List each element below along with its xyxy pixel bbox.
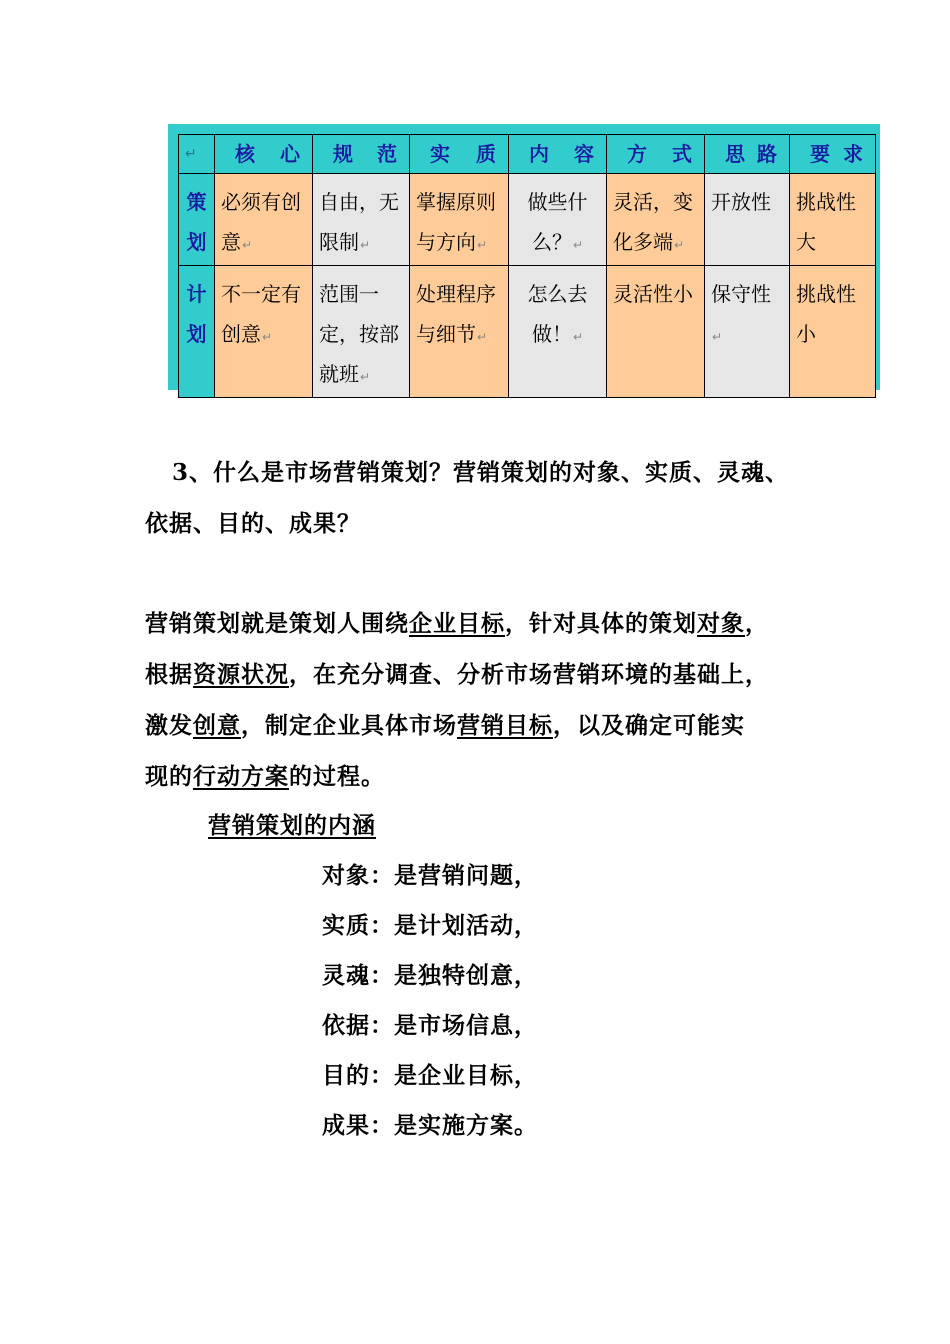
- header-method: 方 式: [607, 135, 705, 174]
- table-row-plan: [179, 266, 876, 398]
- table-cell: 必须有创意↵: [215, 174, 313, 266]
- table-cell: 灵活性小: [607, 266, 705, 398]
- underlined-term: 创意: [193, 712, 241, 739]
- connotation-title: 营销策划的内涵: [208, 812, 376, 839]
- header-essence: 实 质: [410, 135, 509, 174]
- table-cell: 做些什么？↵: [509, 174, 607, 266]
- header-requirement: 要 求: [790, 135, 876, 174]
- underlined-term: 企业目标: [409, 610, 505, 637]
- connotation-item: 依据：是市场信息，: [322, 1012, 538, 1039]
- header-core: 核 心: [215, 135, 313, 174]
- connotation-item: 实质：是计划活动，: [322, 912, 538, 939]
- table-cell: 怎么去做！↵: [509, 266, 607, 398]
- row-head-planning: 策划: [179, 174, 215, 266]
- underlined-term: 行动方案: [193, 763, 289, 790]
- table-cell: 处理程序与细节↵: [410, 266, 509, 398]
- table-cell: 保守性 ↵: [705, 266, 790, 398]
- table-cell: 掌握原则与方向↵: [410, 174, 509, 266]
- definition-line-4: 现的行动方案的过程。: [145, 763, 385, 790]
- question-line-2: 依据、目的、成果？: [145, 510, 361, 537]
- table-row-planning: [179, 174, 876, 266]
- row-head-plan: 计划: [179, 266, 215, 398]
- header-norm: 规 范: [313, 135, 410, 174]
- underlined-term: 资源状况: [193, 661, 289, 688]
- definition-line-3: 激发创意，制定企业具体市场营销目标，以及确定可能实: [145, 712, 745, 739]
- table-cell: 范围一定，按部就班↵: [313, 266, 410, 398]
- table-corner-cell: ↵: [179, 135, 215, 174]
- header-content: 内 容: [509, 135, 607, 174]
- table-cell: 灵活，变化多端↵: [607, 174, 705, 266]
- definition-line-1: 营销策划就是策划人围绕企业目标，针对具体的策划对象，: [145, 610, 769, 637]
- table-header-row: [179, 135, 876, 174]
- connotation-item: 对象：是营销问题，: [322, 862, 538, 889]
- header-thinking: 思 路: [705, 135, 790, 174]
- table-cell: 不一定有创意↵: [215, 266, 313, 398]
- planning-comparison-table: [178, 134, 876, 398]
- connotation-item: 成果：是实施方案。: [322, 1112, 538, 1139]
- underlined-term: 对象: [697, 610, 745, 637]
- definition-line-2: 根据资源状况，在充分调查、分析市场营销环境的基础上，: [145, 661, 769, 688]
- table-cell: 开放性: [705, 174, 790, 266]
- table-cell: 自由，无限制↵: [313, 174, 410, 266]
- connotation-item: 目的：是企业目标，: [322, 1062, 538, 1089]
- table-cell: 挑战性大: [790, 174, 876, 266]
- table-cell: 挑战性小: [790, 266, 876, 398]
- connotation-item: 灵魂：是独特创意，: [322, 962, 538, 989]
- underlined-term: 营销目标: [457, 712, 553, 739]
- question-line-1: 3、什么是市场营销策划？营销策划的对象、实质、灵魂、: [172, 459, 790, 486]
- comparison-table-frame: [168, 124, 880, 390]
